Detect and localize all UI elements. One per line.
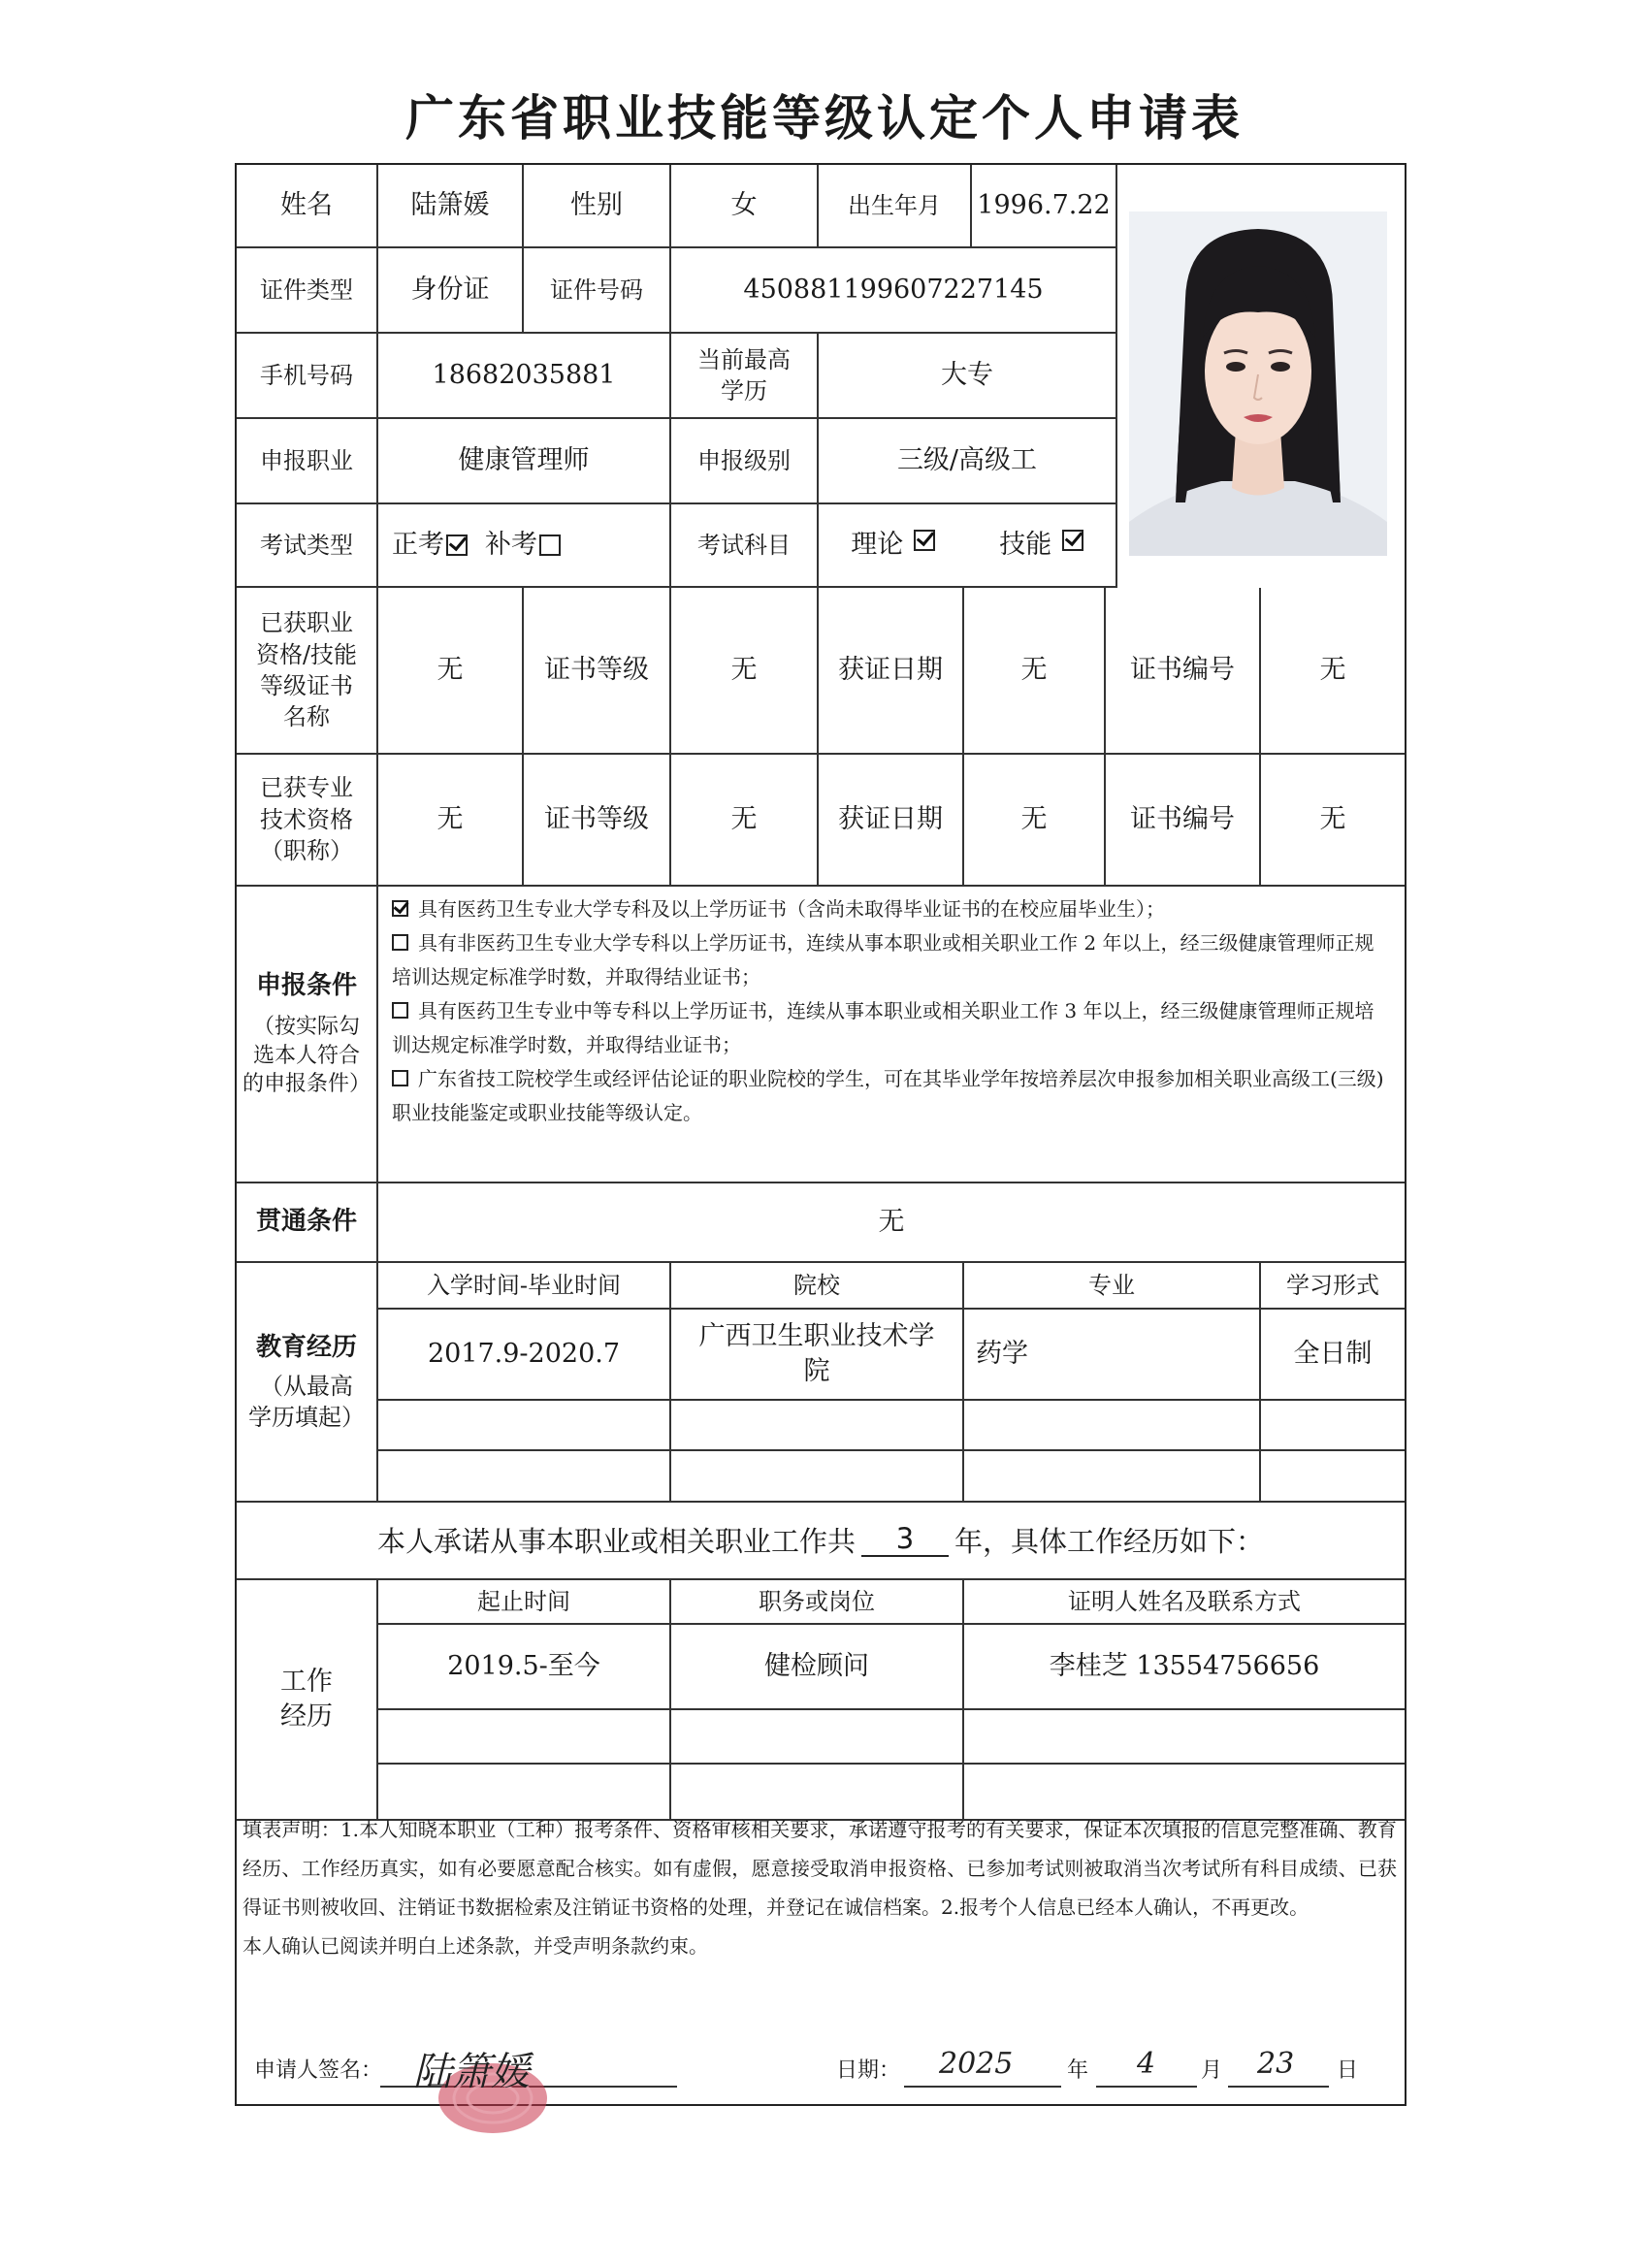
exam-makeup-checkbox[interactable] — [539, 535, 561, 556]
condition-item — [392, 926, 1387, 994]
form-title: 广东省职业技能等级认定个人申请表 — [405, 90, 1244, 146]
professional-cert-label-line2: 技术资格 — [260, 805, 353, 833]
subject-skill-checkbox[interactable] — [1062, 530, 1083, 551]
education-level-value[interactable]: 大专 — [819, 334, 1117, 419]
work-label-cell — [237, 1580, 378, 1821]
education-hint-line2: 学历填起） — [248, 1404, 365, 1432]
professional-cert-level[interactable]: 无 — [671, 755, 819, 887]
professional-cert-no-label: 证书编号 — [1106, 755, 1261, 887]
work-header-position: 职务或岗位 — [671, 1580, 964, 1625]
professional-cert-date-label: 获证日期 — [819, 755, 964, 887]
work-header-reference: 证明人姓名及联系方式 — [964, 1580, 1405, 1625]
edu-header-major: 专业 — [964, 1263, 1261, 1310]
date-month: 4 — [1137, 2047, 1156, 2081]
work-row-period[interactable]: 2019.5-至今 — [378, 1625, 671, 1710]
id-type-value[interactable]: 身份证 — [378, 248, 524, 334]
condition-checkbox-1[interactable] — [392, 900, 408, 917]
condition-item — [392, 1062, 1387, 1130]
edu-empty-cell[interactable] — [964, 1451, 1261, 1503]
promise-prefix: 本人承诺从事本职业或相关职业工作共 — [376, 1524, 856, 1558]
promise-suffix: 年，具体工作经历如下： — [954, 1524, 1265, 1558]
condition-checkbox-4[interactable] — [392, 1070, 408, 1086]
vocational-cert-date-label: 获证日期 — [819, 588, 964, 755]
work-label-line2: 经历 — [280, 1701, 333, 1732]
conditions-label-cell — [237, 887, 378, 1183]
education-level-label-line2: 学历 — [721, 377, 767, 405]
condition-text-3: 具有医药卫生专业中等专科以上学历证书，连续从事本职业或相关职业工作 3 年以上，经三级健康管理师正规培训达规定标准学时数，并取得结业证书； — [392, 999, 1374, 1056]
subject-skill-label: 技能 — [999, 529, 1052, 560]
professional-cert-level-label: 证书等级 — [524, 755, 671, 887]
date-month-line[interactable] — [1096, 2086, 1197, 2088]
birth-value[interactable]: 1996.7.22 — [972, 165, 1117, 248]
edu-empty-cell[interactable] — [964, 1401, 1261, 1451]
education-level-label-line1: 当前最高 — [697, 345, 791, 373]
professional-cert-name[interactable]: 无 — [378, 755, 524, 887]
id-type-label: 证件类型 — [237, 248, 378, 334]
id-no-label: 证件号码 — [524, 248, 671, 334]
professional-cert-label-line3: （职称） — [260, 837, 353, 865]
vocational-cert-label — [237, 588, 378, 755]
declaration-confirm: 本人确认已阅读并明白上述条款，并受声明条款约束。 — [242, 1934, 708, 1958]
id-no-value[interactable]: 450881199607227145 — [671, 248, 1117, 334]
month-unit: 月 — [1201, 2058, 1223, 2083]
name-value[interactable]: 陆箫媛 — [378, 165, 524, 248]
edu-row-school[interactable]: 广西卫生职业技术学院 — [671, 1310, 964, 1401]
date-day: 23 — [1257, 2047, 1295, 2081]
condition-text-2: 具有非医药卫生专业大学专科以上学历证书，连续从事本职业或相关职业工作 2 年以上，经三级健康管理师正规培训达规定标准学时数，并取得结业证书； — [392, 931, 1374, 988]
date-year-line[interactable] — [904, 2086, 1061, 2088]
level-label: 申报级别 — [671, 419, 819, 504]
job-value[interactable]: 健康管理师 — [378, 419, 671, 504]
vocational-cert-name[interactable]: 无 — [378, 588, 524, 755]
edu-empty-cell[interactable] — [378, 1401, 671, 1451]
conditions-hint-line1: （按实际勾 — [252, 1015, 360, 1040]
edu-empty-cell[interactable] — [671, 1451, 964, 1503]
birth-label: 出生年月 — [819, 165, 972, 248]
professional-cert-no[interactable]: 无 — [1261, 755, 1405, 887]
work-header-period: 起止时间 — [378, 1580, 671, 1625]
day-unit: 日 — [1337, 2058, 1359, 2083]
education-label: 教育经历 — [255, 1332, 357, 1362]
phone-value[interactable]: 18682035881 — [378, 334, 671, 419]
gender-label: 性别 — [524, 165, 671, 248]
edu-row-major[interactable]: 药学 — [964, 1310, 1261, 1401]
edu-row-mode[interactable]: 全日制 — [1261, 1310, 1405, 1401]
exam-regular-label: 正考 — [392, 529, 444, 560]
education-label-cell — [237, 1263, 378, 1503]
work-row-position[interactable]: 健检顾问 — [671, 1625, 964, 1710]
promise-years[interactable]: 3 — [861, 1522, 949, 1557]
edu-empty-cell[interactable] — [671, 1401, 964, 1451]
through-value[interactable]: 无 — [378, 1183, 1405, 1263]
edu-empty-cell[interactable] — [378, 1451, 671, 1503]
exam-subject-options — [819, 504, 1117, 588]
work-promise — [235, 1501, 1406, 1578]
date-year: 2025 — [939, 2047, 1014, 2081]
edu-row-period[interactable]: 2017.9-2020.7 — [378, 1310, 671, 1401]
edu-empty-cell[interactable] — [1261, 1451, 1405, 1503]
condition-checkbox-3[interactable] — [392, 1002, 408, 1019]
conditions-hint-line3: 的申报条件） — [242, 1072, 371, 1097]
condition-item — [392, 994, 1387, 1062]
work-empty-cell[interactable] — [671, 1710, 964, 1765]
vocational-cert-level[interactable]: 无 — [671, 588, 819, 755]
date-day-line[interactable] — [1228, 2086, 1329, 2088]
level-value[interactable]: 三级/高级工 — [819, 419, 1117, 504]
exam-makeup-label: 补考 — [485, 529, 537, 560]
year-unit: 年 — [1067, 2058, 1089, 2083]
exam-type-options — [378, 504, 671, 588]
edu-header-mode: 学习形式 — [1261, 1263, 1405, 1310]
job-label: 申报职业 — [237, 419, 378, 504]
vocational-cert-no[interactable]: 无 — [1261, 588, 1405, 755]
gender-value[interactable]: 女 — [671, 165, 819, 248]
applicant-signature: 陆箫媛 — [413, 2050, 530, 2094]
condition-item — [392, 892, 1387, 926]
vocational-cert-label-line1: 已获职业 — [260, 609, 353, 637]
signature-label: 申请人签名： — [254, 2058, 383, 2083]
exam-regular-checkbox[interactable] — [446, 535, 468, 556]
vocational-cert-label-line2: 资格/技能 — [255, 640, 358, 668]
professional-cert-date[interactable]: 无 — [964, 755, 1106, 887]
portrait-image — [1129, 211, 1387, 556]
edu-empty-cell[interactable] — [1261, 1401, 1405, 1451]
phone-label: 手机号码 — [237, 334, 378, 419]
work-label-line1: 工作 — [280, 1666, 333, 1697]
education-hint-line1: （从最高 — [260, 1372, 353, 1400]
vocational-cert-no-label: 证书编号 — [1106, 588, 1261, 755]
edu-header-school: 院校 — [671, 1263, 964, 1310]
applicant-photo — [1129, 211, 1387, 556]
declaration-text: 填表声明：1.本人知晓本职业（工种）报考条件、资格审核相关要求，承诺遵守报考的有关要求，保证本次填报的信息完整准确、教育经历、工作经历真实，如有必要愿意配合核实。如有虚假，愿意接受取消申报资格、已参加考试则被取消当次考试所有科目成绩、已获得证书则被收回、注销证书数据检索及注销证书资格的处理，并登记在诚信档案。2.报考个人信息已经本人确认，不再更改。 — [242, 1818, 1397, 1919]
vocational-cert-level-label: 证书等级 — [524, 588, 671, 755]
name-label: 姓名 — [237, 165, 378, 248]
education-level-label — [671, 334, 819, 419]
subject-theory-label: 理论 — [851, 529, 904, 560]
condition-text-1: 具有医药卫生专业大学专科及以上学历证书（含尚未取得毕业证书的在校应届毕业生）； — [418, 897, 1165, 921]
professional-cert-label-line1: 已获专业 — [260, 774, 353, 802]
condition-text-4: 广东省技工院校学生或经评估论证的职业院校的学生，可在其毕业学年按培养层次申报参加相关职业高级工(三级)职业技能鉴定或职业技能等级认定。 — [392, 1067, 1384, 1124]
exam-type-label: 考试类型 — [237, 504, 378, 588]
condition-checkbox-2[interactable] — [392, 934, 408, 951]
work-empty-cell[interactable] — [378, 1710, 671, 1765]
conditions-list — [378, 887, 1405, 1183]
declaration — [242, 1810, 1397, 1965]
exam-subject-label: 考试科目 — [671, 504, 819, 588]
through-label: 贯通条件 — [237, 1183, 378, 1263]
conditions-hint-line2: 选本人符合 — [252, 1043, 360, 1068]
professional-cert-label — [237, 755, 378, 887]
subject-theory-checkbox[interactable] — [914, 530, 935, 551]
conditions-label: 申报条件 — [255, 970, 357, 1000]
vocational-cert-label-line4: 名称 — [283, 703, 330, 731]
work-empty-cell[interactable] — [964, 1710, 1405, 1765]
vocational-cert-date[interactable]: 无 — [964, 588, 1106, 755]
date-label: 日期： — [836, 2058, 901, 2083]
edu-header-period: 入学时间-毕业时间 — [378, 1263, 671, 1310]
work-row-reference[interactable]: 李桂芝 13554756656 — [964, 1625, 1405, 1710]
vocational-cert-label-line3: 等级证书 — [260, 672, 353, 699]
